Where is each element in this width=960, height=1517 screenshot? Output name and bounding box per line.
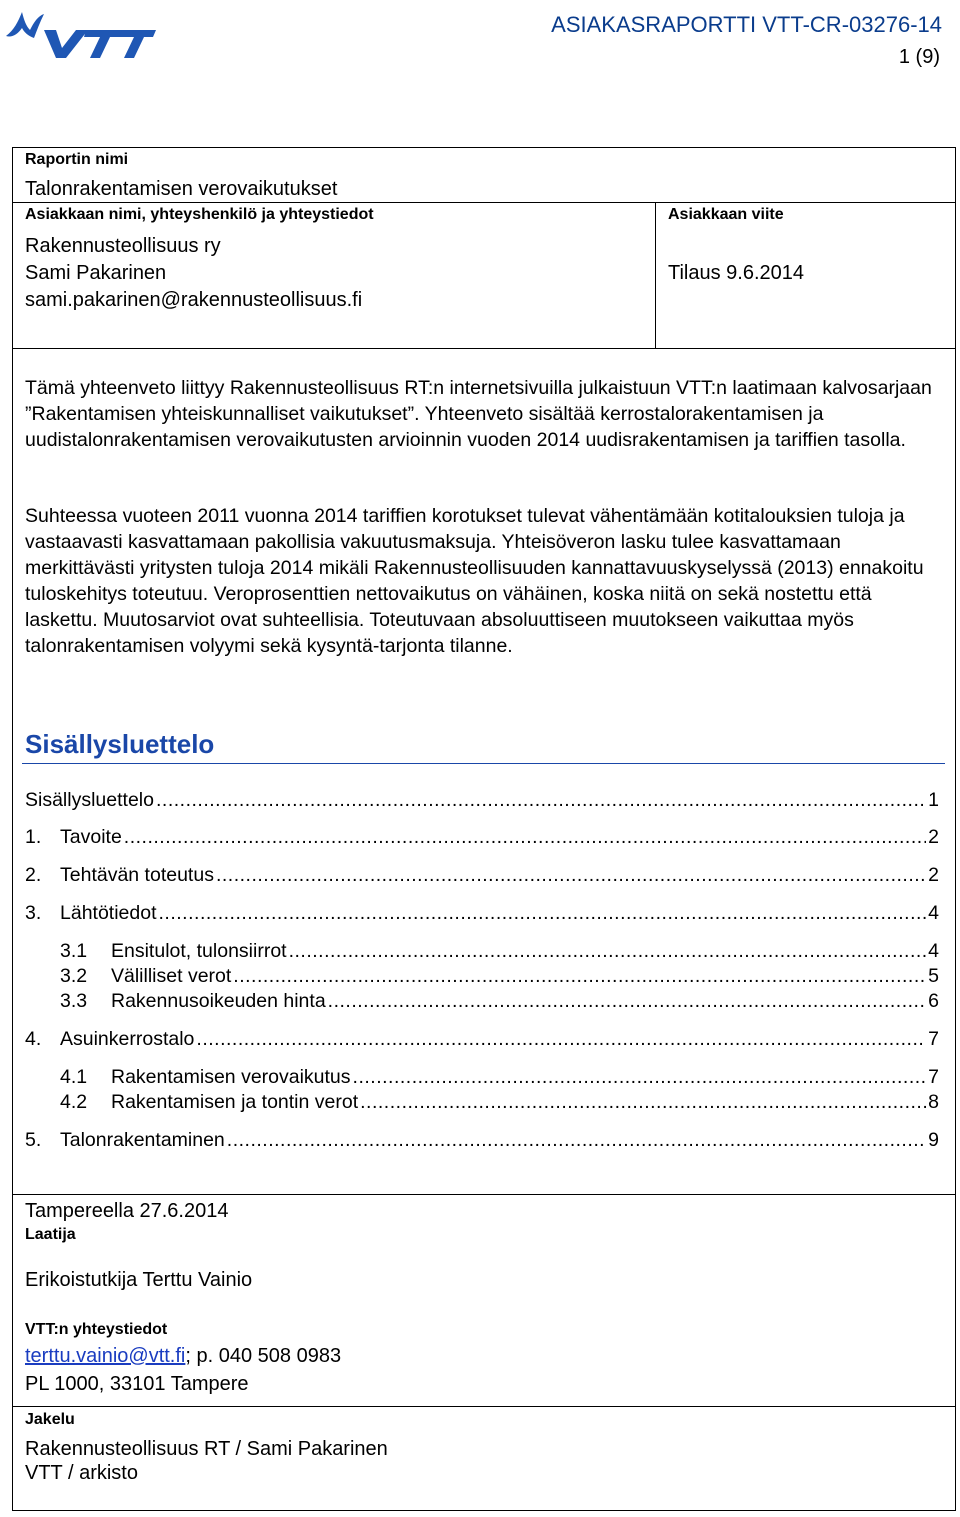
contact-phone: ; p. 040 508 0983 — [185, 1345, 342, 1367]
toc-entry-page: 7 — [928, 1028, 939, 1050]
toc-entry[interactable] — [25, 826, 939, 849]
toc-entry-number: 3.2 — [60, 965, 88, 987]
toc-leader — [227, 1129, 926, 1152]
toc-title: Sisällysluettelo — [25, 729, 215, 759]
client-ref-label: Asiakkaan viite — [668, 206, 784, 223]
toc-entry-page: 9 — [928, 1129, 939, 1151]
toc-entry[interactable] — [25, 902, 939, 925]
toc-leader — [360, 1091, 926, 1114]
report-id: ASIAKASRAPORTTI VTT-CR-03276-14 — [551, 12, 942, 37]
toc-entry-text: Ensitulot, tulonsiirrot — [111, 940, 287, 962]
author-label: Laatija — [25, 1226, 76, 1243]
toc-entry[interactable] — [60, 990, 939, 1013]
client-label: Asiakkaan nimi, yhteyshenkilö ja yhteystiedot — [25, 206, 374, 223]
client-contact: Sami Pakarinen — [25, 262, 167, 284]
toc-leader — [216, 864, 926, 887]
client-email: sami.pakarinen@rakennusteollisuus.fi — [25, 289, 363, 311]
toc-entry-number: 4.1 — [60, 1066, 88, 1088]
toc-entry[interactable] — [25, 1028, 939, 1051]
toc-entry[interactable] — [25, 1129, 939, 1152]
toc-leader — [156, 789, 926, 812]
toc-leader — [328, 990, 926, 1013]
address: PL 1000, 33101 Tampere — [25, 1373, 249, 1395]
toc-leader — [159, 902, 927, 925]
summary-paragraph-2: Suhteessa vuoteen 2011 vuonna 2014 tariffien korotukset tulevat vähentämään kotitalouksien tuloja ja vastaavasti kasvattamaan pakollisia vakuutusmaksuja. Yhteisöveron lasku tulee kasvattamaan merkittävästi yritysten tuloja 2014 mikäli Rakennusteollisuuden kannattavuuskyselyssä (2013) ennakoitu tuloskehitys toteutuu. Veroprosenttien nettovaikutus on vähäinen, koska niitä on sekä nostettu että laskettu. Muutosarviot ovat suhteellisia. Toteutuvaan absoluuttiseen muutokseen vaikuttaa myös talonrakentamisen volyymi sekä kysyntä-tarjonta tilanne. — [25, 505, 924, 657]
client-ref: Tilaus 9.6.2014 — [668, 262, 805, 284]
toc-entry-page: 5 — [928, 965, 939, 987]
toc-leader — [124, 826, 926, 849]
toc-leader — [353, 1066, 927, 1089]
toc-leader — [196, 1028, 926, 1051]
toc-entry-text: Välilliset verot — [111, 965, 232, 987]
toc-entry-text: Rakentamisen verovaikutus — [111, 1066, 351, 1088]
toc-leader — [233, 965, 926, 988]
toc-entry-page: 1 — [928, 789, 939, 811]
toc-entry-number: 3.1 — [60, 940, 88, 962]
toc-entry-page: 2 — [928, 864, 939, 886]
place-date: Tampereella 27.6.2014 — [25, 1200, 229, 1222]
toc-leader — [289, 940, 927, 963]
toc-entry-text: Rakennusoikeuden hinta — [111, 990, 326, 1012]
divider — [12, 1194, 956, 1195]
toc-entry[interactable] — [60, 940, 939, 963]
toc-title-rule — [22, 763, 945, 764]
divider — [12, 1406, 956, 1407]
distribution-label: Jakelu — [25, 1411, 75, 1428]
report-name: Talonrakentamisen verovaikutukset — [25, 178, 338, 200]
toc-entry-page: 4 — [928, 940, 939, 962]
toc-entry-page: 8 — [928, 1091, 939, 1113]
toc-entry-page: 2 — [928, 826, 939, 848]
toc-entry-number: 3.3 — [60, 990, 88, 1012]
toc-entry-number: 5. — [25, 1129, 42, 1151]
toc-entry-page: 4 — [928, 902, 939, 924]
toc-entry[interactable] — [60, 1091, 939, 1114]
toc-entry-number: 3. — [25, 902, 42, 924]
divider — [655, 202, 656, 348]
distribution-1: Rakennusteollisuus RT / Sami Pakarinen — [25, 1438, 388, 1460]
toc-entry-number: 4.2 — [60, 1091, 88, 1113]
toc-entry-text: Lähtötiedot — [60, 902, 157, 924]
vtt-logo — [4, 6, 156, 58]
divider — [12, 348, 956, 349]
toc-entry[interactable] — [60, 1066, 939, 1089]
toc-entry-text: Tehtävän toteutus — [60, 864, 214, 886]
distribution-2: VTT / arkisto — [25, 1462, 138, 1484]
author: Erikoistutkija Terttu Vainio — [25, 1269, 253, 1291]
contact-label: VTT:n yhteystiedot — [25, 1321, 168, 1338]
bird-icon — [6, 12, 44, 38]
report-name-label: Raportin nimi — [25, 151, 129, 168]
toc-entry-text: Tavoite — [60, 826, 122, 848]
client-name: Rakennusteollisuus ry — [25, 235, 221, 257]
toc-entry-number: 1. — [25, 826, 42, 848]
toc-entry-text: Talonrakentaminen — [60, 1129, 225, 1151]
toc-entry-page: 7 — [928, 1066, 939, 1088]
summary-paragraph-1: Tämä yhteenveto liittyy Rakennusteollisuus RT:n internetsivuilla julkaistuun VTT:n laatimaan kalvosarjaan ”Rakentamisen yhteiskunnalliset vaikutukset”. Yhteenveto sisältää kerrostalorakentamisen ja uudistalonrakentamisen verovaikutusten arvioinnin vuoden 2014 uudisrakentamisen ja tariffien tasolla. — [25, 377, 932, 451]
toc-entry-number: 2. — [25, 864, 42, 886]
toc-entry[interactable] — [25, 864, 939, 887]
toc-entry[interactable] — [60, 965, 939, 988]
toc-entry-page: 6 — [928, 990, 939, 1012]
toc-entry-text: Sisällysluettelo — [25, 789, 154, 811]
contact-email-link[interactable]: terttu.vainio@vtt.fi — [25, 1345, 186, 1367]
contact-line — [25, 1343, 341, 1370]
toc-entry[interactable] — [25, 789, 939, 812]
toc-entry-text: Rakentamisen ja tontin verot — [111, 1091, 359, 1113]
toc-entry-text: Asuinkerrostalo — [60, 1028, 195, 1050]
toc-entry-number: 4. — [25, 1028, 42, 1050]
page-number: 1 (9) — [898, 46, 940, 68]
